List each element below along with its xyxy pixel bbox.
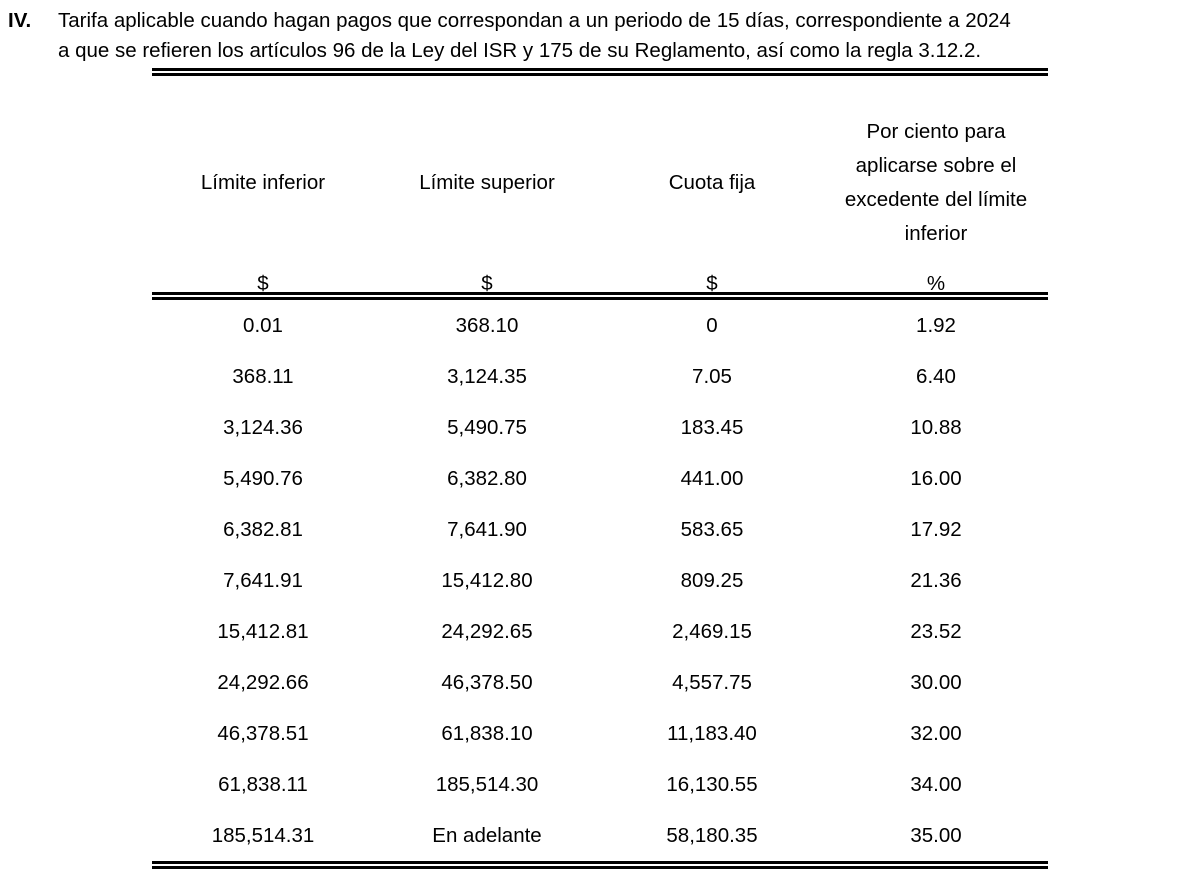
cell-cuota-fija: 16,130.55 <box>666 772 758 796</box>
cell-por-ciento: 21.36 <box>910 568 962 592</box>
section-description-line-2: a que se refieren los artículos 96 de la Ley del ISR y 175 de su Reglamento, así como la regla 3.12.2. <box>58 39 982 62</box>
cell-limite-inferior: 15,412.81 <box>217 619 309 643</box>
cell-por-ciento: 10.88 <box>910 415 962 439</box>
column-header-line: Por ciento para <box>866 120 1006 143</box>
cell-limite-inferior: 3,124.36 <box>223 415 303 439</box>
table-header <box>152 76 1048 295</box>
cell-por-ciento: 6.40 <box>916 364 956 388</box>
table-row <box>152 759 1048 810</box>
table-header-labels-row <box>152 98 1048 268</box>
cell-por-ciento: 23.52 <box>910 619 962 643</box>
table-bottom-border <box>152 861 1048 869</box>
cell-cuota-fija: 809.25 <box>680 568 744 592</box>
column-header-line: Límite superior <box>419 171 555 194</box>
table-row <box>152 351 1048 402</box>
cell-limite-superior: En adelante <box>432 823 542 847</box>
cell-cuota-fija: 58,180.35 <box>666 823 758 847</box>
cell-cuota-fija: 583.65 <box>680 517 744 541</box>
cell-por-ciento: 32.00 <box>910 721 962 745</box>
cell-por-ciento: 35.00 <box>910 823 962 847</box>
table-row <box>152 606 1048 657</box>
table-row <box>152 300 1048 351</box>
section-intro <box>0 0 1202 66</box>
cell-limite-superior: 46,378.50 <box>441 670 533 694</box>
column-header-por-ciento <box>824 115 1048 251</box>
cell-limite-superior: 7,641.90 <box>447 517 527 541</box>
table-header-units-row <box>152 268 1048 300</box>
cell-limite-inferior: 46,378.51 <box>217 721 309 745</box>
table-row <box>152 555 1048 606</box>
cell-limite-superior: 15,412.80 <box>441 568 533 592</box>
table-top-border <box>152 68 1048 76</box>
cell-por-ciento: 17.92 <box>910 517 962 541</box>
column-unit-limite-inferior: $ <box>257 272 269 295</box>
cell-cuota-fija: 7.05 <box>692 364 732 388</box>
table-row <box>152 810 1048 861</box>
column-header-limite-inferior <box>152 166 374 200</box>
column-unit-limite-superior: $ <box>481 272 493 295</box>
cell-por-ciento: 1.92 <box>916 313 956 337</box>
column-unit-por-ciento: % <box>926 272 946 295</box>
cell-por-ciento: 16.00 <box>910 466 962 490</box>
cell-limite-superior: 185,514.30 <box>435 772 539 796</box>
section-description <box>58 6 1202 66</box>
cell-limite-superior: 3,124.35 <box>447 364 527 388</box>
cell-limite-superior: 61,838.10 <box>441 721 533 745</box>
cell-limite-inferior: 6,382.81 <box>223 517 303 541</box>
table-body <box>152 300 1048 861</box>
cell-cuota-fija: 4,557.75 <box>672 670 752 694</box>
cell-limite-superior: 6,382.80 <box>447 466 527 490</box>
cell-limite-inferior: 24,292.66 <box>217 670 309 694</box>
cell-por-ciento: 30.00 <box>910 670 962 694</box>
cell-limite-superior: 368.10 <box>455 313 519 337</box>
column-header-cuota-fija <box>600 166 824 200</box>
cell-limite-inferior: 7,641.91 <box>223 568 303 592</box>
table-row <box>152 504 1048 555</box>
column-header-line: excedente del límite <box>844 188 1028 211</box>
cell-limite-inferior: 5,490.76 <box>223 466 303 490</box>
column-header-limite-superior <box>374 166 600 200</box>
cell-limite-inferior: 61,838.11 <box>218 772 308 796</box>
table-row <box>152 708 1048 759</box>
column-header-line: aplicarse sobre el <box>855 154 1017 177</box>
column-header-line: Límite inferior <box>200 171 326 194</box>
cell-cuota-fija: 441.00 <box>680 466 744 490</box>
cell-cuota-fija: 2,469.15 <box>672 619 752 643</box>
table-row <box>152 453 1048 504</box>
column-unit-cuota-fija: $ <box>706 272 718 295</box>
cell-cuota-fija: 183.45 <box>680 415 744 439</box>
section-description-line-1: Tarifa aplicable cuando hagan pagos que correspondan a un periodo de 15 días, correspondiente a 2024 <box>58 9 1011 32</box>
cell-limite-inferior: 185,514.31 <box>211 823 315 847</box>
section-numeral: IV. <box>8 9 32 32</box>
cell-cuota-fija: 0 <box>706 313 718 337</box>
cell-limite-inferior: 0.01 <box>243 313 283 337</box>
cell-cuota-fija: 11,183.40 <box>667 721 757 745</box>
cell-limite-inferior: 368.11 <box>232 364 294 388</box>
column-header-line: Cuota fija <box>668 171 756 194</box>
cell-por-ciento: 34.00 <box>910 772 962 796</box>
cell-limite-superior: 24,292.65 <box>441 619 533 643</box>
cell-limite-superior: 5,490.75 <box>447 415 527 439</box>
tax-rate-table <box>152 68 1048 869</box>
table-row <box>152 402 1048 453</box>
table-row <box>152 657 1048 708</box>
column-header-line: inferior <box>904 222 968 245</box>
